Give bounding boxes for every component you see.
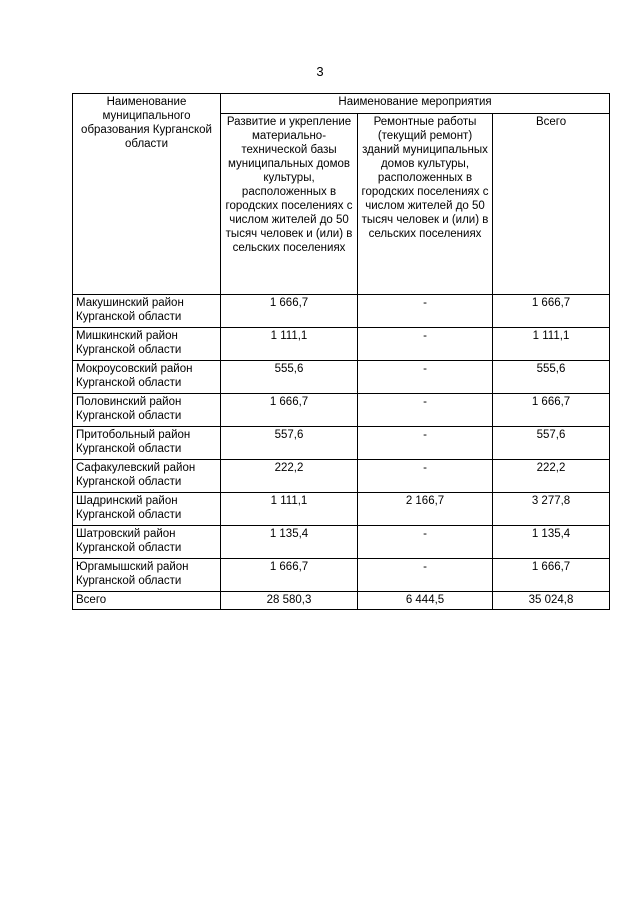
total-development: 28 580,3 — [221, 592, 358, 610]
row-repair: 2 166,7 — [358, 493, 493, 526]
table-row — [73, 559, 610, 592]
row-repair: - — [358, 361, 493, 394]
row-development: 1 666,7 — [221, 559, 358, 592]
row-name: Половинский район Курганской области — [73, 394, 221, 427]
row-total: 222,2 — [493, 460, 610, 493]
row-total: 1 666,7 — [493, 394, 610, 427]
row-development: 1 111,1 — [221, 328, 358, 361]
row-total: 1 135,4 — [493, 526, 610, 559]
row-development: 222,2 — [221, 460, 358, 493]
row-repair: - — [358, 295, 493, 328]
row-repair: - — [358, 526, 493, 559]
row-total: 1 666,7 — [493, 559, 610, 592]
row-name: Шатровский район Курганской области — [73, 526, 221, 559]
table-row — [73, 526, 610, 559]
total-row-label: Всего — [73, 592, 221, 610]
table-row — [73, 493, 610, 526]
row-development: 557,6 — [221, 427, 358, 460]
header-development: Развитие и укрепление материально-технической базы муниципальных домов культуры, расположенных в городских поселениях с числом жителей до 50 тысяч человек и (или) в сельских поселениях — [221, 114, 358, 295]
row-development: 1 111,1 — [221, 493, 358, 526]
row-name: Сафакулевский район Курганской области — [73, 460, 221, 493]
table-row — [73, 394, 610, 427]
row-name: Мокроусовский район Курганской области — [73, 361, 221, 394]
row-development: 1 135,4 — [221, 526, 358, 559]
row-total: 555,6 — [493, 361, 610, 394]
total-total: 35 024,8 — [493, 592, 610, 610]
row-total: 1 111,1 — [493, 328, 610, 361]
row-repair: - — [358, 460, 493, 493]
table-row — [73, 427, 610, 460]
table-row — [73, 460, 610, 493]
row-name: Шадринский район Курганской области — [73, 493, 221, 526]
header-repair: Ремонтные работы (текущий ремонт) зданий муниципальных домов культуры, расположенных в городских поселениях с числом жителей до 50 тысяч человек и (или) в сельских поселениях — [358, 114, 493, 295]
row-name: Макушинский район Курганской области — [73, 295, 221, 328]
table-row — [73, 328, 610, 361]
row-total: 557,6 — [493, 427, 610, 460]
row-repair: - — [358, 394, 493, 427]
row-total: 1 666,7 — [493, 295, 610, 328]
header-municipality: Наименование муниципального образования Курганской области — [73, 94, 221, 295]
row-name: Притобольный район Курганской области — [73, 427, 221, 460]
row-repair: - — [358, 328, 493, 361]
row-development: 555,6 — [221, 361, 358, 394]
row-repair: - — [358, 559, 493, 592]
table-row — [73, 361, 610, 394]
page-number: 3 — [316, 64, 324, 79]
row-name: Мишкинский район Курганской области — [73, 328, 221, 361]
row-repair: - — [358, 427, 493, 460]
header-activity-group: Наименование мероприятия — [221, 94, 610, 114]
budget-table — [72, 93, 610, 610]
total-row — [73, 592, 610, 610]
row-name: Юргамышский район Курганской области — [73, 559, 221, 592]
row-total: 3 277,8 — [493, 493, 610, 526]
table-row — [73, 295, 610, 328]
total-repair: 6 444,5 — [358, 592, 493, 610]
row-development: 1 666,7 — [221, 295, 358, 328]
header-total: Всего — [493, 114, 610, 295]
row-development: 1 666,7 — [221, 394, 358, 427]
